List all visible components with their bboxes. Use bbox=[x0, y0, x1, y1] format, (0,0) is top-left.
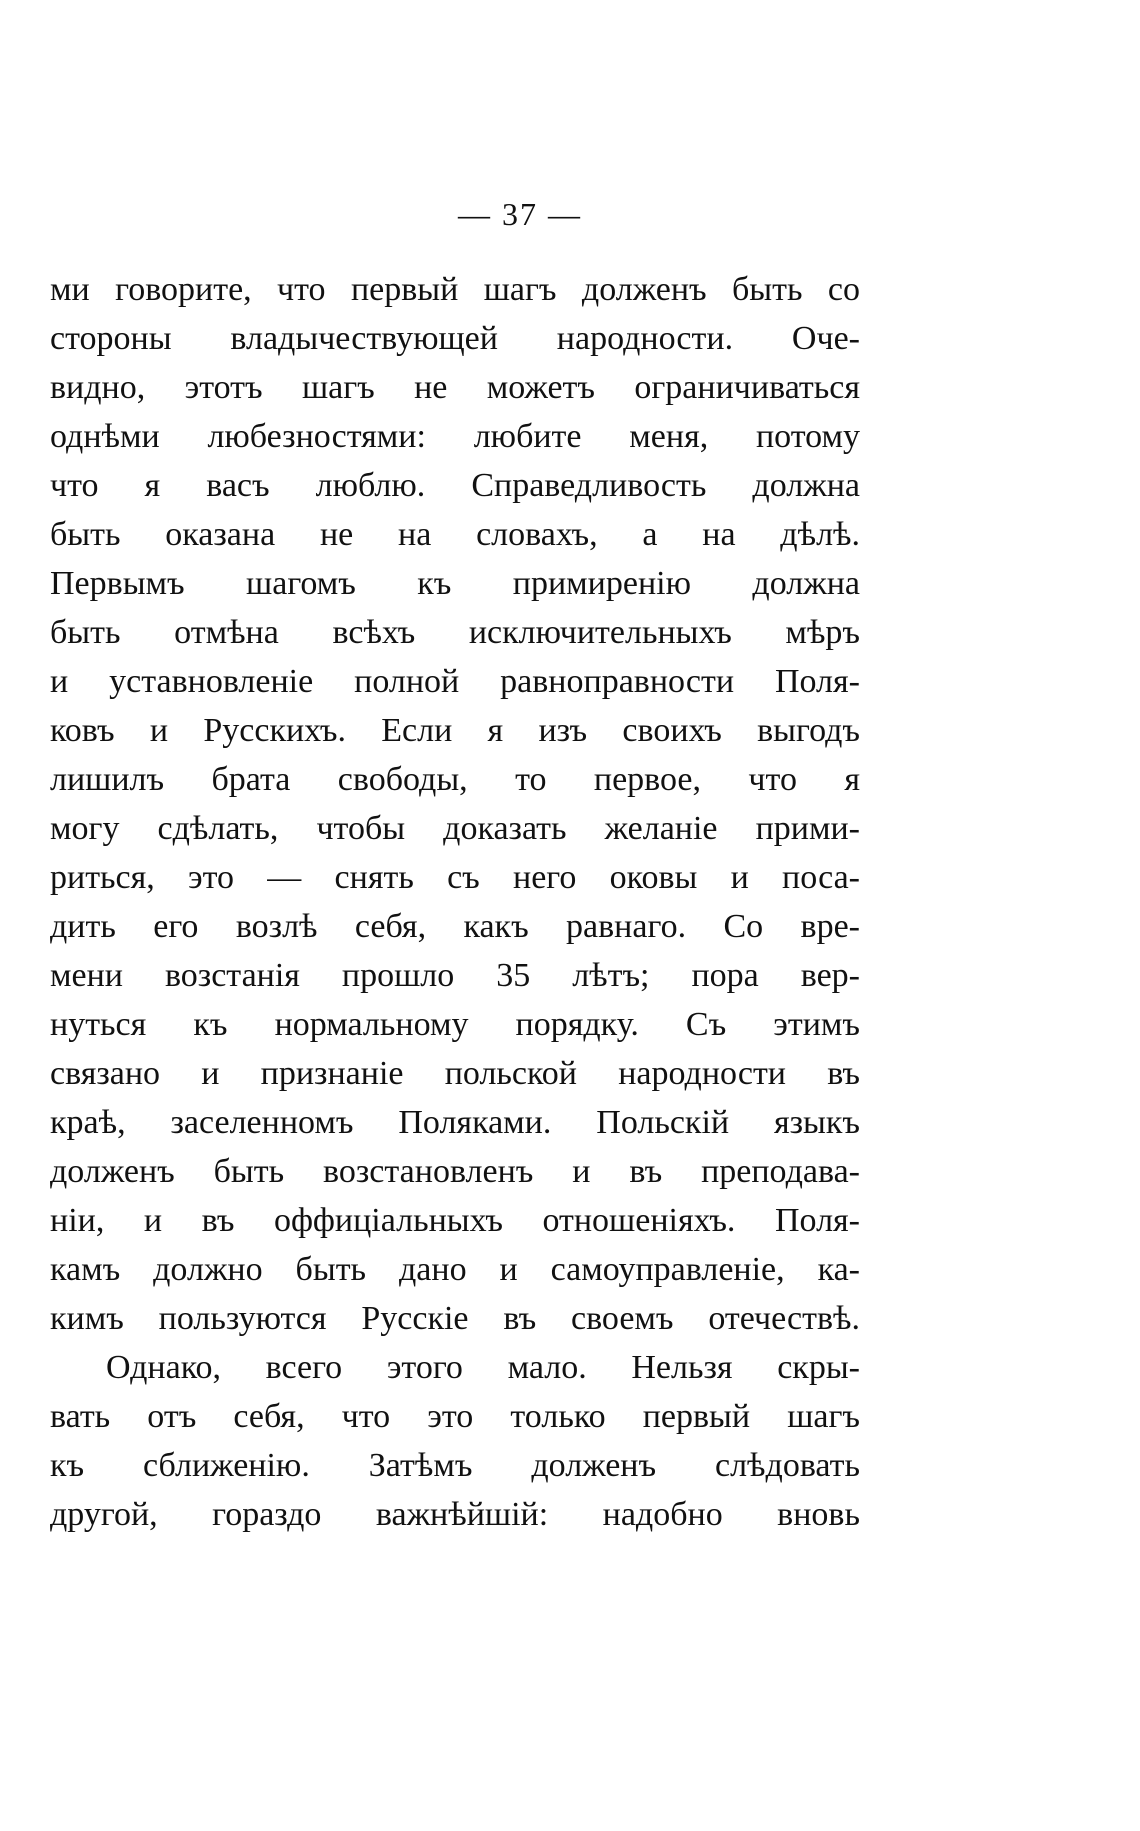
text-line: дить его возлѣ себя, какъ равнаго. Со вре- bbox=[50, 908, 860, 945]
text-line: что я васъ люблю. Справедливость должна bbox=[50, 467, 860, 504]
text-line: риться, это — снять съ него оковы и поса- bbox=[50, 859, 860, 896]
text-line: однѣми любезностями: любите меня, потому bbox=[50, 418, 860, 455]
text-line: краѣ, заселенномъ Поляками. Польскій языкъ bbox=[50, 1104, 860, 1141]
text-line: стороны владычествующей народности. Оче- bbox=[50, 320, 860, 357]
text-line: Первымъ шагомъ къ примиренію должна bbox=[50, 565, 860, 602]
text-line: къ сближенію. Затѣмъ долженъ слѣдовать bbox=[50, 1447, 860, 1484]
text-line: другой, гораздо важнѣйшій: надобно вновь bbox=[50, 1496, 860, 1533]
text-line: ми говорите, что первый шагъ долженъ быть со bbox=[50, 271, 860, 308]
text-line: и уставновленіе полной равноправности Поля- bbox=[50, 663, 860, 700]
text-line: связано и признаніе польской народности въ bbox=[50, 1055, 860, 1092]
text-line: быть оказана не на словахъ, а на дѣлѣ. bbox=[50, 516, 860, 553]
text-line: камъ должно быть дано и самоуправленіе, ка- bbox=[50, 1251, 860, 1288]
paragraph-1 bbox=[50, 265, 860, 1343]
body-text bbox=[50, 265, 860, 1539]
text-line: долженъ быть возстановленъ и въ преподава- bbox=[50, 1153, 860, 1190]
text-line: ковъ и Русскихъ. Если я изъ своихъ выгодъ bbox=[50, 712, 860, 749]
text-line: кимъ пользуются Русскіе въ своемъ отечествѣ. bbox=[50, 1300, 860, 1337]
text-line: могу сдѣлать, чтобы доказать желаніе прими- bbox=[50, 810, 860, 847]
text-line: Однако, всего этого мало. Нельзя скры- bbox=[106, 1349, 860, 1386]
text-line: мени возстанія прошло 35 лѣтъ; пора вер- bbox=[50, 957, 860, 994]
text-line: вать отъ себя, что это только первый шагъ bbox=[50, 1398, 860, 1435]
text-line: нуться къ нормальному порядку. Съ этимъ bbox=[50, 1006, 860, 1043]
text-line: ніи, и въ оффиціальныхъ отношеніяхъ. Поля- bbox=[50, 1202, 860, 1239]
text-line: лишилъ брата свободы, то первое, что я bbox=[50, 761, 860, 798]
paragraph-2 bbox=[50, 1343, 860, 1539]
text-line: быть отмѣна всѣхъ исключительныхъ мѣръ bbox=[50, 614, 860, 651]
page-number: — 37 — bbox=[458, 196, 582, 232]
text-line: видно, этотъ шагъ не можетъ ограничиваться bbox=[50, 369, 860, 406]
